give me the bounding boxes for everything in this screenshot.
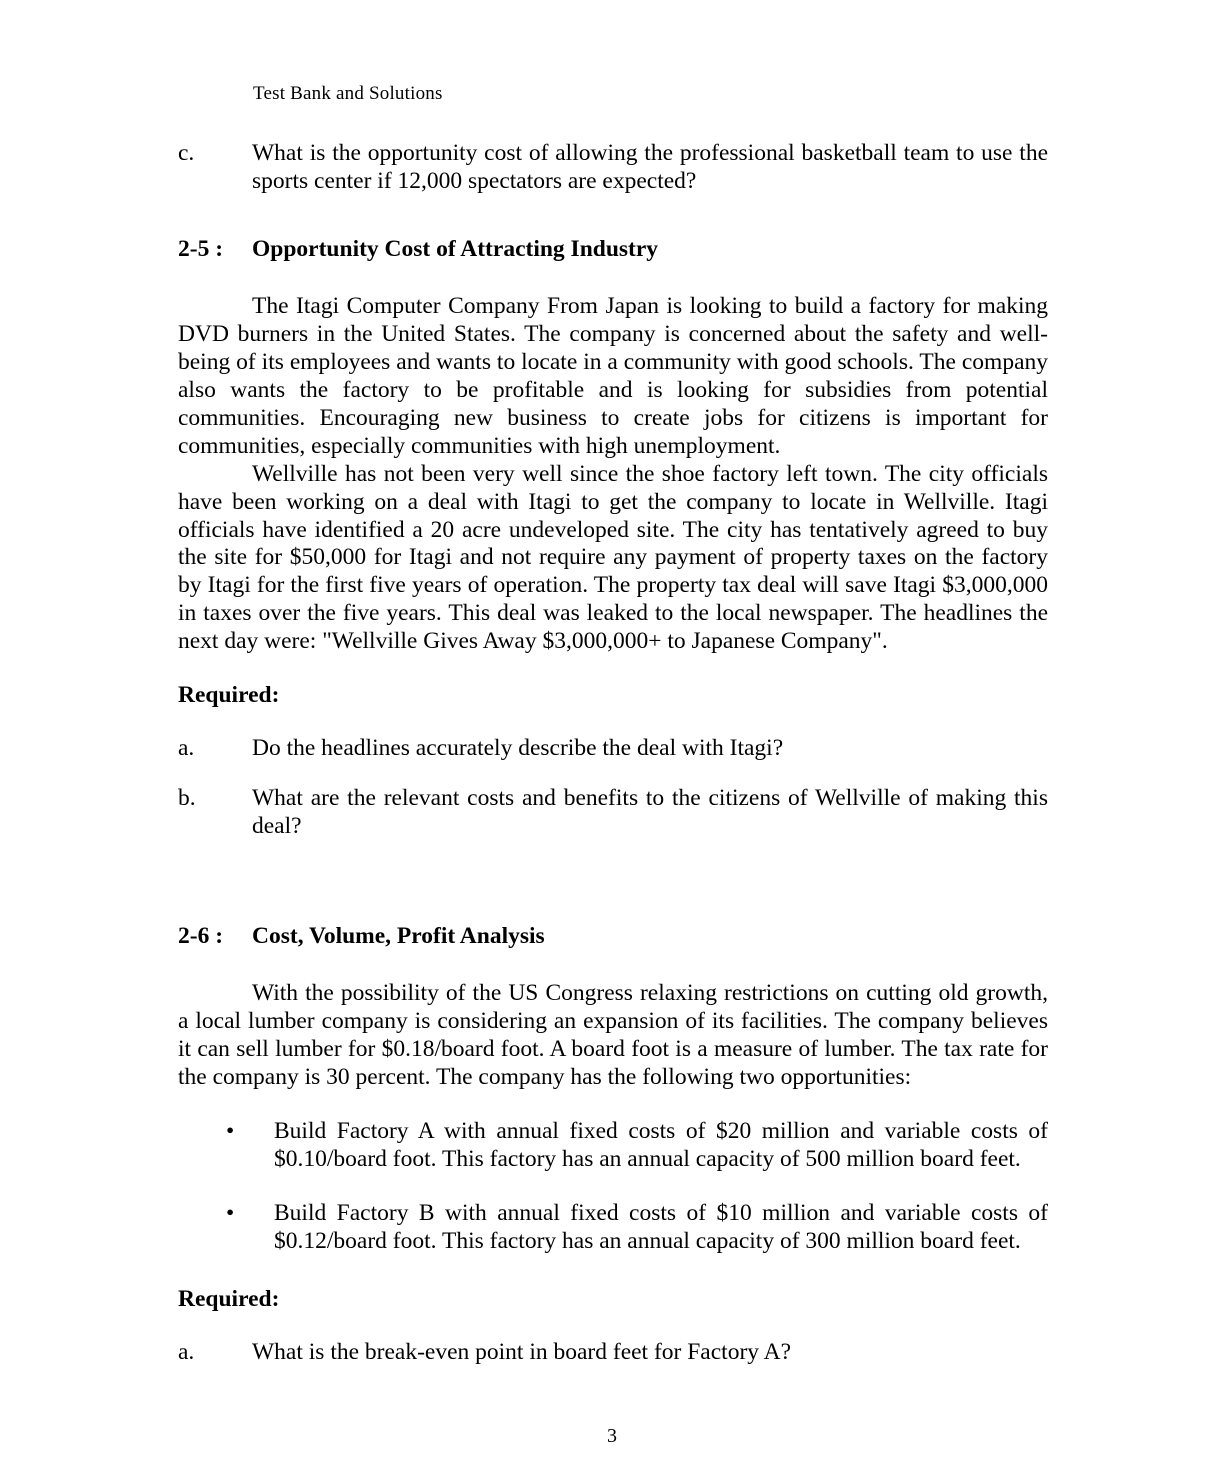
question-2-4-c: [178, 140, 1048, 196]
question-label: a.: [178, 1338, 195, 1365]
question-text: What is the opportunity cost of allowing the professional basketball team to use the sports center if 12,000 spectators are expected?: [252, 140, 1048, 194]
question-text: What is the break-even point in board feet for Factory A?: [252, 1338, 791, 1365]
section-title: Opportunity Cost of Attracting Industry: [252, 235, 659, 262]
bullet-icon: •: [226, 1199, 235, 1226]
section-heading-2-5: [178, 236, 1048, 263]
section-heading-2-6: [178, 923, 1048, 950]
page-number: 3: [607, 1425, 617, 1447]
question-label: b.: [178, 785, 196, 812]
running-header: Test Bank and Solutions: [253, 83, 443, 104]
bullet-item-factory-b: [178, 1200, 1048, 1256]
section-number: 2-5 :: [178, 235, 224, 262]
page-content: [178, 140, 1048, 1367]
question-2-6-a: [178, 1339, 1048, 1367]
question-text: Do the headlines accurately describe the deal with Itagi?: [252, 735, 784, 762]
bullet-text: Build Factory B with annual fixed costs of $10 million and variable costs of $0.12/board foot. This factory has an annual capacity of 300 million board feet.: [274, 1199, 1048, 1254]
section-2-5-paragraph-2: Wellville has not been very well since the shoe factory left town. The city officials have been working on a deal with Itagi to get the company to locate in Wellville. Itagi officials have identified a 20 acre undeveloped site. The city has tentatively agreed to buy the site for $50,000 for Itagi and not require any payment of property taxes on the factory by Itagi for the first five years of operation. The property tax deal will save Itagi $3,000,000 in taxes over the five years. This deal was leaked to the local newspaper. The headlines the next day were: "Wellville Gives Away $3,000,000+ to Japanese Company".: [178, 460, 1048, 655]
question-label: c.: [178, 140, 195, 166]
question-2-5-b: [178, 785, 1048, 841]
bullet-icon: •: [226, 1117, 235, 1144]
section-2-6-paragraph-1: With the possibility of the US Congress relaxing restrictions on cutting old growth, a local lumber company is considering an expansion of its facilities. The company believes it can sell lumber for $0.18/board foot. A board foot is a measure of lumber. The tax rate for the company is 30 percent. The company has the following two opportunities:: [178, 980, 1048, 1091]
required-label-2: Required:: [178, 1285, 280, 1312]
section-number: 2-6 :: [178, 923, 224, 950]
question-text: What are the relevant costs and benefits to the citizens of Wellville of making this deal?: [252, 785, 1048, 840]
bullet-text: Build Factory A with annual fixed costs of $20 million and variable costs of $0.10/board foot. This factory has an annual capacity of 500 million board feet.: [274, 1117, 1048, 1172]
bullet-item-factory-a: [178, 1118, 1048, 1174]
required-label-1: Required:: [178, 682, 280, 709]
section-title: Cost, Volume, Profit Analysis: [252, 923, 545, 950]
question-label: a.: [178, 735, 195, 762]
question-2-5-a: [178, 735, 1048, 763]
section-2-5-paragraph-1: The Itagi Computer Company From Japan is looking to build a factory for making DVD burners in the United States. The company is concerned about the safety and well-being of its employees and wants to locate in a community with good schools. The company also wants the factory to be profitable and is looking for subsidies from potential communities. Encouraging new business to create jobs for citizens is important for communities, especially communities with high unemployment.: [178, 292, 1048, 459]
